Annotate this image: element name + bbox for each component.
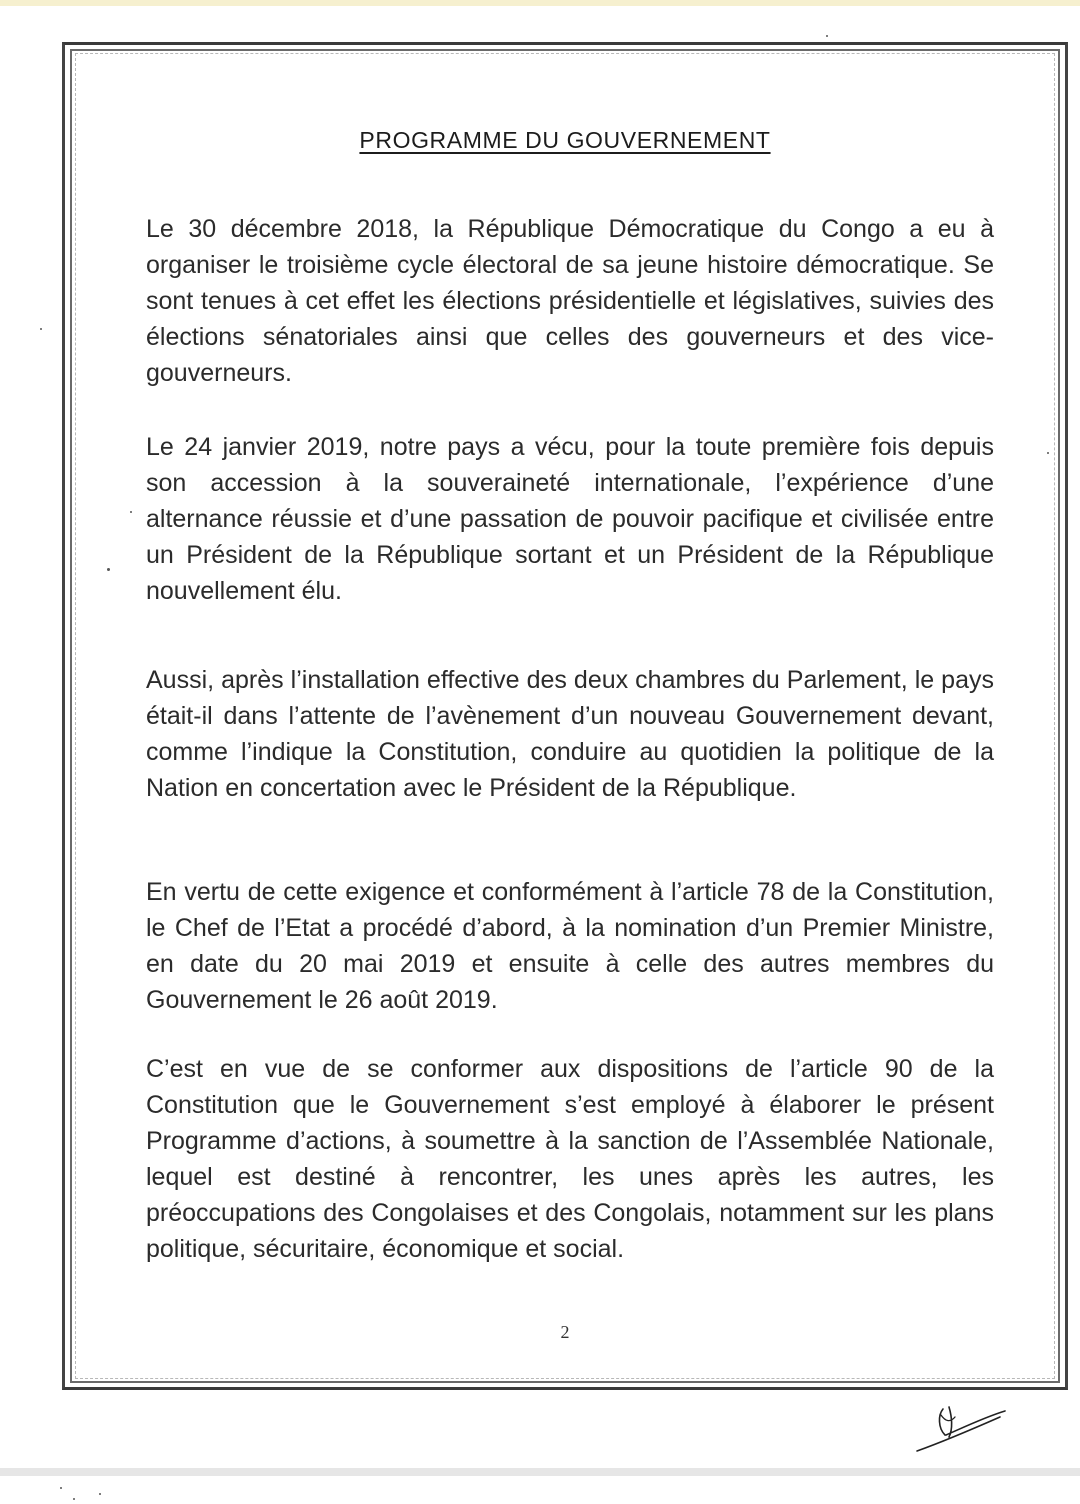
scan-top-edge [0,0,1080,6]
signature-initials-icon [905,1395,1015,1460]
scan-speck [99,1493,101,1495]
scan-speck [826,35,828,37]
scan-speck [1047,452,1049,454]
paragraph-4: En vertu de cette exigence et conformément à l’article 78 de la Constitution, le Chef de l’Etat a procédé d’abord, à la nomination d’un Premier Ministre, en date du 20 mai 2019 et ensuite à celle des autres membres du Gouvernement le 26 août 2019. [146,878,994,1014]
paragraph-3: Aussi, après l’installation effective des deux chambres du Parlement, le pays était-il dans l’attente de l’avènement d’un nouveau Gouvernement devant, comme l’indique la Constitution, conduire au quotidien la politique de la Nation en concertation avec le Président de la République. [146,666,994,802]
scan-speck [60,1487,62,1489]
paragraph-2: Le 24 janvier 2019, notre pays a vécu, pour la toute première fois depuis son accession à la souveraineté internationale, l’expérience d’une alternance réussie et d’une passation de pouvoir pacifique et civilisée entre un Président de la République sortant et un Président de la République nouvellement élu. [146,433,994,605]
scan-speck [73,1498,75,1500]
scan-bottom-edge [0,1468,1080,1476]
scan-speck [40,328,42,330]
paragraph-1: Le 30 décembre 2018, la République Démocratique du Congo a eu à organiser le troisième cycle électoral de sa jeune histoire démocratique. Se sont tenues à cet effet les élections présidentielle et législatives, suivies des élections sénatoriales ainsi que celles des gouverneurs et des vice-gouverneurs. [146,215,994,387]
page-number: 2 [560,1322,570,1342]
scan-speck [107,568,110,571]
scan-speck [130,511,132,513]
document-title-text: PROGRAMME DU GOUVERNEMENT [359,127,771,153]
paragraph-5: C’est en vue de se conformer aux dispositions de l’article 90 de la Constitution que le Gouvernement s’est employé à élaborer le présent Programme d’actions, à soumettre à la sanction de l’Assemblée Nationale, lequel est destiné à rencontrer, les unes après les autres, les préoccupations des Congolaises et des Congolais, notamment sur les plans politique, sécuritaire, économique et social. [146,1055,994,1263]
document-title [62,127,1068,154]
